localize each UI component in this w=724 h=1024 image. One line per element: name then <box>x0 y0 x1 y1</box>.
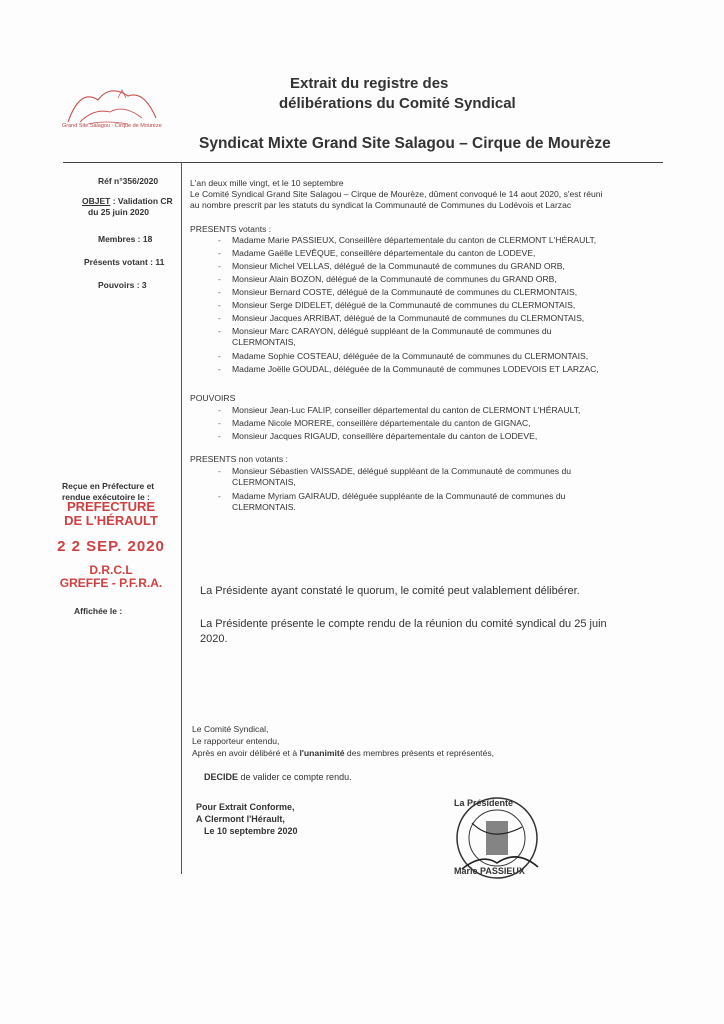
list-bullet: - <box>218 287 221 297</box>
signature-role: La Présidente <box>454 798 514 808</box>
list-bullet: - <box>218 300 221 310</box>
decision-line1: Le Comité Syndical, <box>192 724 269 734</box>
recue-line2: rendue exécutoire le : <box>62 492 150 502</box>
intro-line1: L'an deux mille vingt, et le 10 septembre <box>190 178 344 188</box>
signature-date: Le 10 septembre 2020 <box>204 826 298 836</box>
reference-number: Réf n°356/2020 <box>98 176 159 186</box>
list-bullet: - <box>218 405 221 415</box>
list-item: Madame Joëlle GOUDAL, déléguée de la Communauté de communes LODEVOIS ET LARZAC, <box>232 364 599 374</box>
document-title-line2: délibérations du Comité Syndical <box>279 95 516 112</box>
list-item: Monsieur Jacques RIGAUD, conseillère départementale du canton de LODEVE, <box>232 431 538 441</box>
decide-rest: de valider ce compte rendu. <box>238 772 352 782</box>
unanimite-bold: l'unanimité <box>299 748 345 758</box>
header-divider <box>63 162 663 163</box>
organization-name: Syndicat Mixte Grand Site Salagou – Cirque de Mourèze <box>199 135 611 152</box>
presents-votants-heading: PRESENTS votants : <box>190 224 272 234</box>
list-item: Monsieur Jean-Luc FALIP, conseiller départemental du canton de CLERMONT L'HÉRAULT, <box>232 405 581 415</box>
decide-line <box>204 772 352 782</box>
list-item: Monsieur Marc CARAYON, délégué suppléant de la Communauté de communes du <box>232 326 552 336</box>
presents-count: Présents votant : 11 <box>84 257 165 267</box>
decide-bold: DECIDE <box>204 772 239 782</box>
list-item-continuation: CLERMONTAIS, <box>232 337 296 347</box>
intro-line2: Le Comité Syndical Grand Site Salagou – Cirque de Mourèze, dûment convoqué le 14 aout 2020, s'est réuni <box>190 189 603 199</box>
list-bullet: - <box>218 351 221 361</box>
prefecture-stamp-date: 2 2 SEP. 2020 <box>57 538 165 555</box>
decision-line3 <box>192 748 494 758</box>
list-item: Madame Gaëlle LEVÊQUE, conseillère départementale du canton de LODEVE, <box>232 248 536 258</box>
list-item: Madame Marie PASSIEUX, Conseillère départementale du canton de CLERMONT L'HÉRAULT, <box>232 235 597 245</box>
list-item-continuation: CLERMONTAIS, <box>232 477 296 487</box>
logo-caption: Grand Site Salagou · Cirque de Mourèze <box>62 123 162 129</box>
prefecture-stamp-line3: D.R.C.L <box>89 563 133 577</box>
list-bullet: - <box>218 431 221 441</box>
list-bullet: - <box>218 466 221 476</box>
prefecture-stamp-line2: DE L'HÉRAULT <box>64 513 158 528</box>
compte-rendu-line1: La Présidente présente le compte rendu de la réunion du comité syndical du 25 juin <box>200 618 607 630</box>
quorum-statement: La Présidente ayant constaté le quorum, le comité peut valablement délibérer. <box>200 585 580 597</box>
syndicat-logo <box>58 78 166 138</box>
list-bullet: - <box>218 326 221 336</box>
objet-line2: du 25 juin 2020 <box>88 207 149 217</box>
decision-line3-pre: Après en avoir délibéré et à <box>192 748 300 758</box>
presents-non-votants-heading: PRESENTS non votants : <box>190 454 288 464</box>
list-bullet: - <box>218 364 221 374</box>
list-bullet: - <box>218 491 221 501</box>
sidebar-divider <box>181 162 182 874</box>
list-item: Monsieur Michel VELLAS, délégué de la Communauté de communes du GRAND ORB, <box>232 261 565 271</box>
affichee-label: Affichée le : <box>74 606 123 616</box>
list-bullet: - <box>218 248 221 258</box>
compte-rendu-line2: 2020. <box>200 633 228 645</box>
list-item: Madame Sophie COSTEAU, déléguée de la Communauté de communes du CLERMONTAIS, <box>232 351 589 361</box>
list-bullet: - <box>218 235 221 245</box>
list-item: Madame Myriam GAIRAUD, déléguée suppléante de la Communauté de communes du <box>232 491 566 501</box>
list-item: Monsieur Bernard COSTE, délégué de la Communauté de communes du CLERMONTAIS, <box>232 287 578 297</box>
decision-line2: Le rapporteur entendu, <box>192 736 280 746</box>
document-title-line1: Extrait du registre des <box>290 75 449 92</box>
list-item: Monsieur Alain BOZON, délégué de la Communauté de communes du GRAND ORB, <box>232 274 557 284</box>
prefecture-stamp-line4: GREFFE - P.F.R.A. <box>59 576 163 590</box>
list-bullet: - <box>218 274 221 284</box>
list-item: Monsieur Serge DIDELET, délégué de la Communauté de communes du CLERMONTAIS, <box>232 300 576 310</box>
signatory-name: Marie PASSIEUX <box>454 866 525 876</box>
prefecture-stamp-line1: PREFECTURE <box>66 499 156 514</box>
list-item-continuation: CLERMONTAIS. <box>232 502 296 512</box>
signature-place: A Clermont l'Hérault, <box>196 814 285 824</box>
list-item: Monsieur Sébastien VAISSADE, délégué suppléant de la Communauté de communes du <box>232 466 572 476</box>
pouvoirs-heading: POUVOIRS <box>190 393 236 403</box>
objet-text: : Validation CR <box>110 196 173 206</box>
objet-line1 <box>82 196 173 206</box>
intro-line3: au nombre prescrit par les statuts du syndicat la Communauté de Communes du Lodévois et Larzac <box>190 200 572 210</box>
decision-line3-post: des membres présents et représentés, <box>344 748 495 758</box>
membres-count: Membres : 18 <box>98 234 153 244</box>
list-bullet: - <box>218 261 221 271</box>
list-bullet: - <box>218 418 221 428</box>
objet-label: OBJET <box>82 196 111 206</box>
extrait-conforme: Pour Extrait Conforme, <box>196 802 295 812</box>
list-bullet: - <box>218 313 221 323</box>
list-item: Madame Nicole MORERE, conseillère départementale du canton de GIGNAC, <box>232 418 531 428</box>
recue-line1: Reçue en Préfecture et <box>62 481 155 491</box>
list-item: Monsieur Jacques ARRIBAT, délégué de la Communauté de communes du CLERMONTAIS, <box>232 313 585 323</box>
pouvoirs-count: Pouvoirs : 3 <box>98 280 147 290</box>
